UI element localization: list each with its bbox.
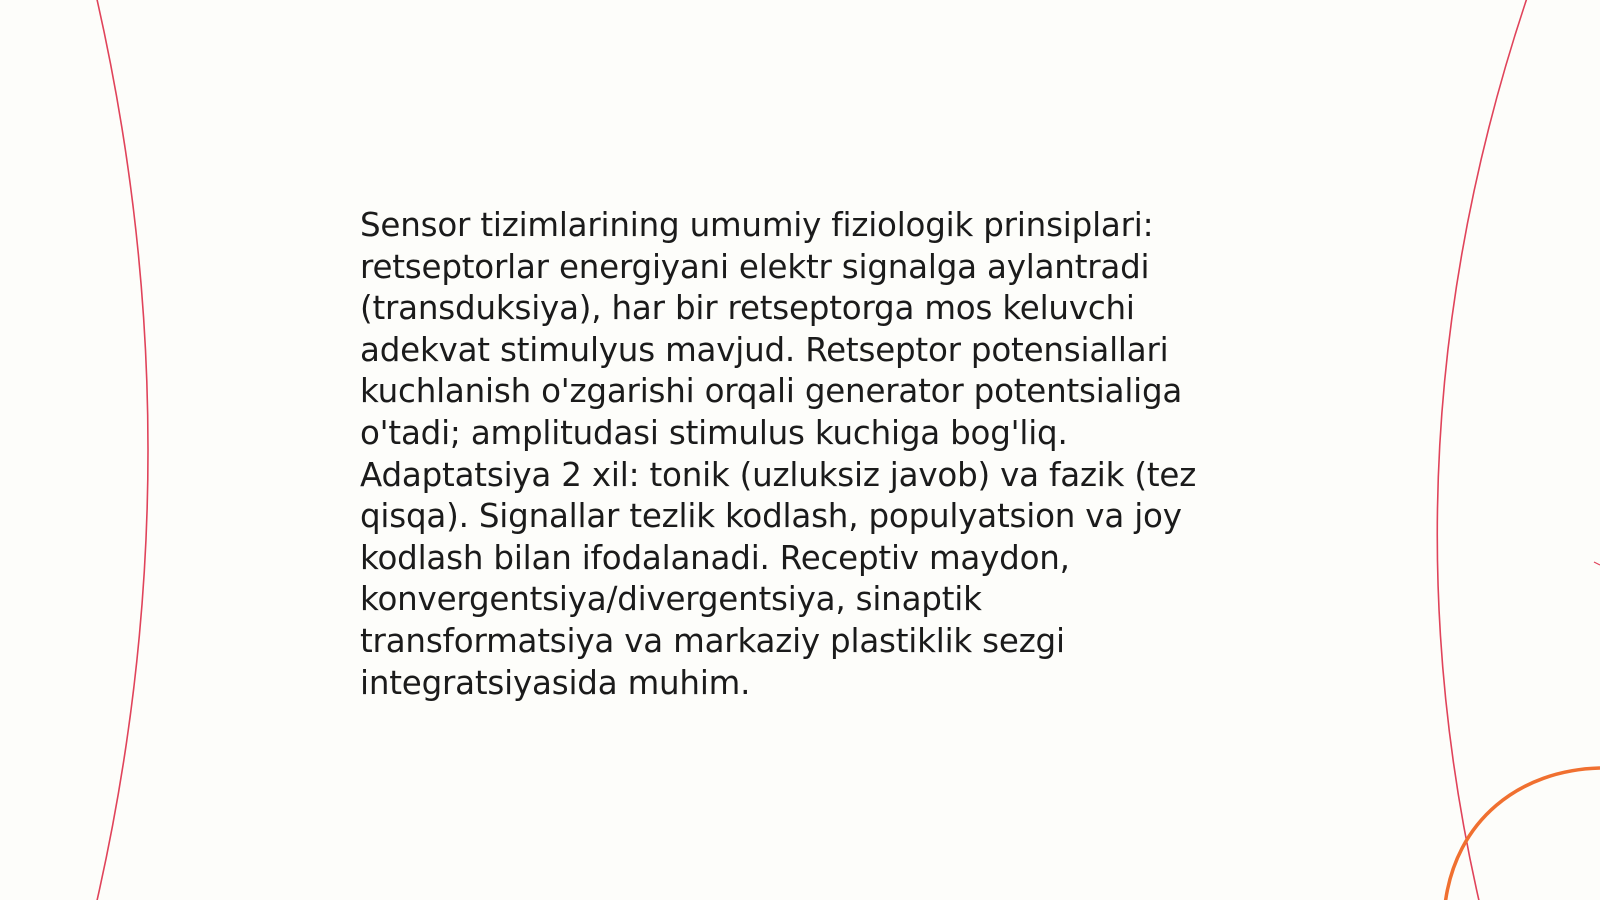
left-arc (96, 0, 148, 900)
slide-body-text: Sensor tizimlarining umumiy fiziologik prinsiplari: retseptorlar energiyani elektr signalga aylantradi (transduksiya), har bir retseptorga mos keluvchi adekvat stimulyus mavjud. Retseptor potensiallari kuchlanish o'zgarishi orqali generator potentsialiga o'tadi; amplitudasi stimulus kuchiga bog'liq. Adaptatsiya 2 xil: tonik (uzluksiz javob) va fazik (tez qisqa). Signallar tezlik kodlash, populyatsion va joy kodlash bilan ifodalanadi. Receptiv maydon, konvergentsiya/divergentsiya, sinaptik transformatsiya va markaziy plastiklik sezgi integratsiyasida muhim. (360, 206, 1197, 702)
orange-arc (1445, 768, 1600, 900)
right-arc (1437, 0, 1528, 900)
small-tick-mark (1594, 562, 1600, 565)
